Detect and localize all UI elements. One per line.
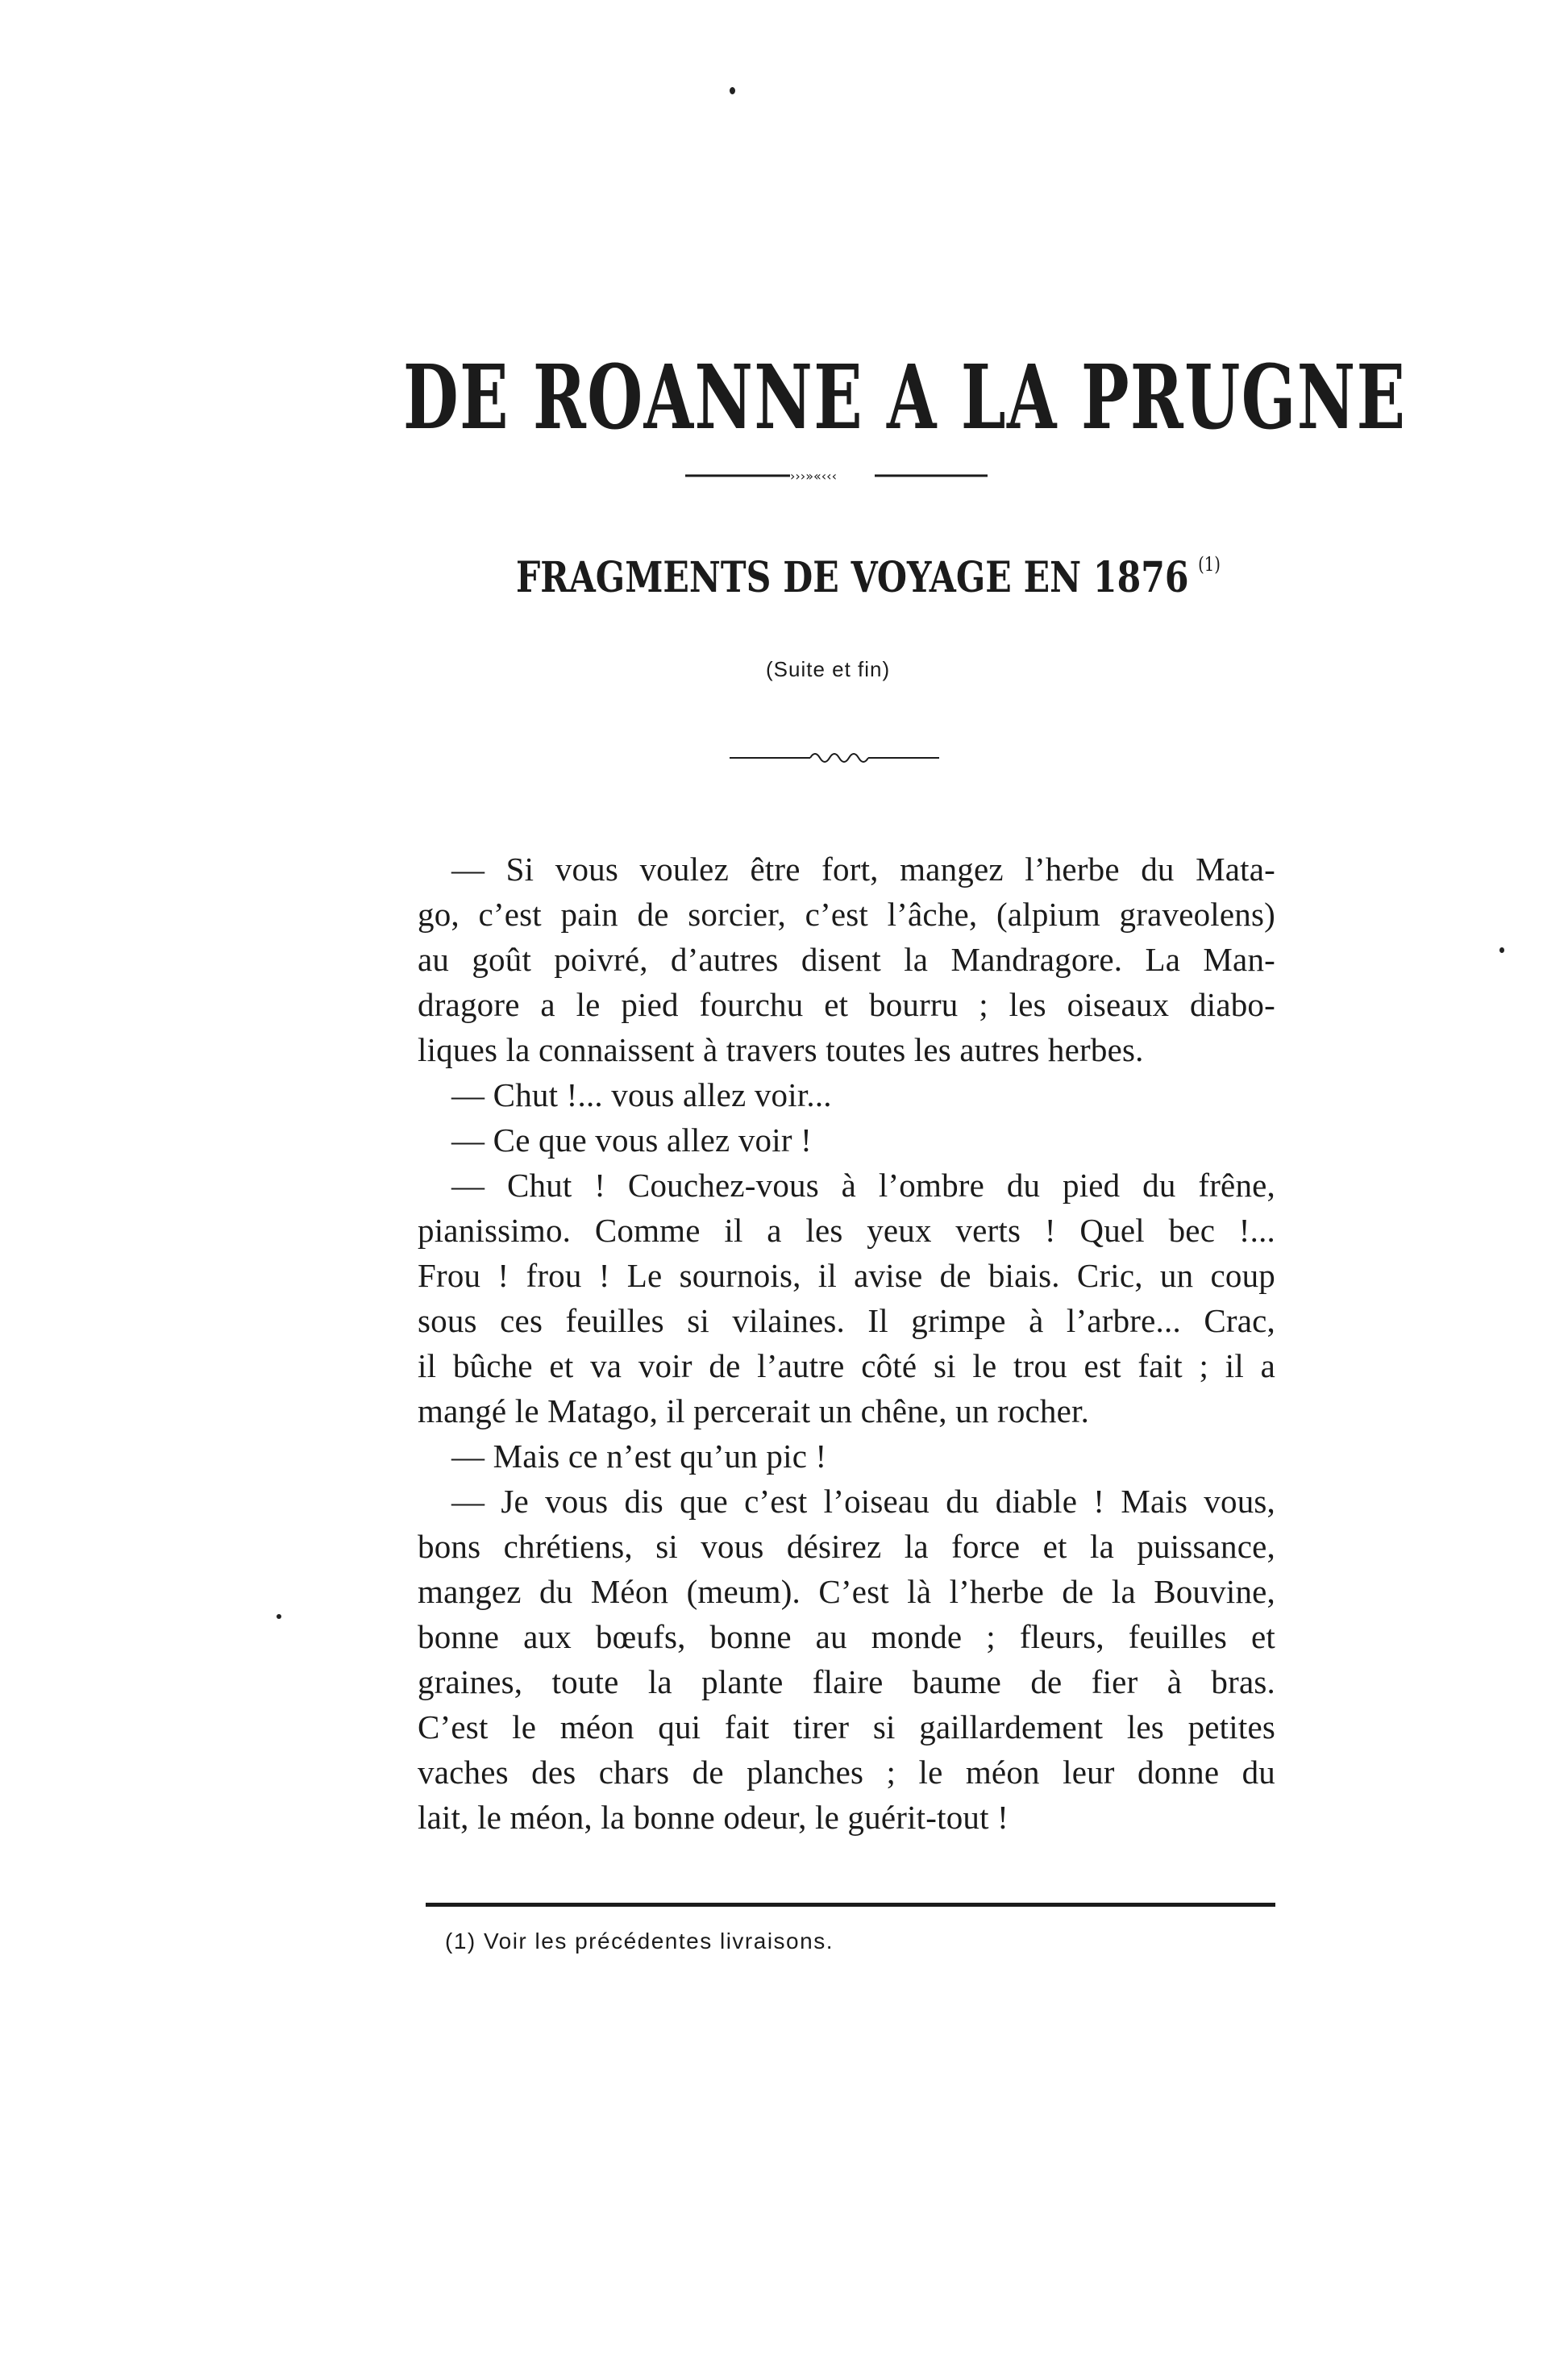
wavy-ornament-rule xyxy=(730,746,939,770)
text-line: lait, le méon, la bonne odeur, le guérit-tout ! xyxy=(418,1799,1009,1836)
text-line: — Chut !... vous allez voir... xyxy=(451,1076,832,1113)
text-line: — Chut ! Couchez-vous à l’ombre du pied du frêne, xyxy=(451,1167,1275,1204)
text-line: liques la connaissent à travers toutes les autres herbes. xyxy=(418,1031,1144,1068)
title-ornament-rule xyxy=(685,466,992,485)
continuation-note: (Suite et fin) xyxy=(766,657,891,681)
ink-speck xyxy=(730,87,735,94)
text-line: C’est le méon qui fait tirer si gaillardement les petites xyxy=(418,1708,1275,1745)
footnote-reference: (1) xyxy=(1198,553,1221,576)
footnote-text: (1) Voir les précédentes livraisons. xyxy=(445,1929,834,1954)
text-line: sous ces feuilles si vilaines. Il grimpe à l’arbre... Crac, xyxy=(418,1302,1275,1339)
text-line: au goût poivré, d’autres disent la Mandragore. La Man- xyxy=(418,941,1275,978)
subtitle-text: FRAGMENTS DE VOYAGE EN 1876 xyxy=(516,553,1189,602)
text-line: Frou ! frou ! Le sournois, il avise de biais. Cric, un coup xyxy=(418,1257,1275,1294)
text-line: bonne aux bœufs, bonne au monde ; fleurs, feuilles et xyxy=(418,1618,1275,1655)
article-title: DE ROANNE A LA PRUGNE xyxy=(403,345,1407,449)
text-line: go, c’est pain de sorcier, c’est l’âche, (alpium graveolens) xyxy=(418,896,1275,933)
text-line: il bûche et va voir de l’autre côté si le trou est fait ; il a xyxy=(418,1347,1275,1384)
svg-text:›››»«‹‹‹: ›››»«‹‹‹ xyxy=(790,468,837,484)
footnote-separator xyxy=(426,1903,1275,1907)
text-line: mangé le Matago, il percerait un chêne, un rocher. xyxy=(418,1392,1090,1429)
text-line: mangez du Méon (meum). C’est là l’herbe de la Bouvine, xyxy=(418,1573,1275,1610)
ink-speck xyxy=(1499,947,1504,953)
text-line: vaches des chars de planches ; le méon leur donne du xyxy=(418,1754,1275,1791)
text-line: bons chrétiens, si vous désirez la force et la puissance, xyxy=(418,1528,1275,1565)
text-line: — Je vous dis que c’est l’oiseau du diable ! Mais vous, xyxy=(451,1483,1275,1520)
article-subtitle xyxy=(516,553,1221,602)
text-line: — Si vous voulez être fort, mangez l’herbe du Mata- xyxy=(451,851,1275,888)
text-line: dragore a le pied fourchu et bourru ; les oiseaux diabo- xyxy=(418,986,1275,1023)
text-line: — Ce que vous allez voir ! xyxy=(451,1121,812,1159)
ink-speck xyxy=(277,1614,281,1619)
text-line: — Mais ce n’est qu’un pic ! xyxy=(451,1438,827,1475)
text-line: pianissimo. Comme il a les yeux verts ! Quel bec !... xyxy=(418,1212,1275,1249)
body-text xyxy=(418,847,1275,1840)
text-line: graines, toute la plante flaire baume de fier à bras. xyxy=(418,1663,1275,1700)
